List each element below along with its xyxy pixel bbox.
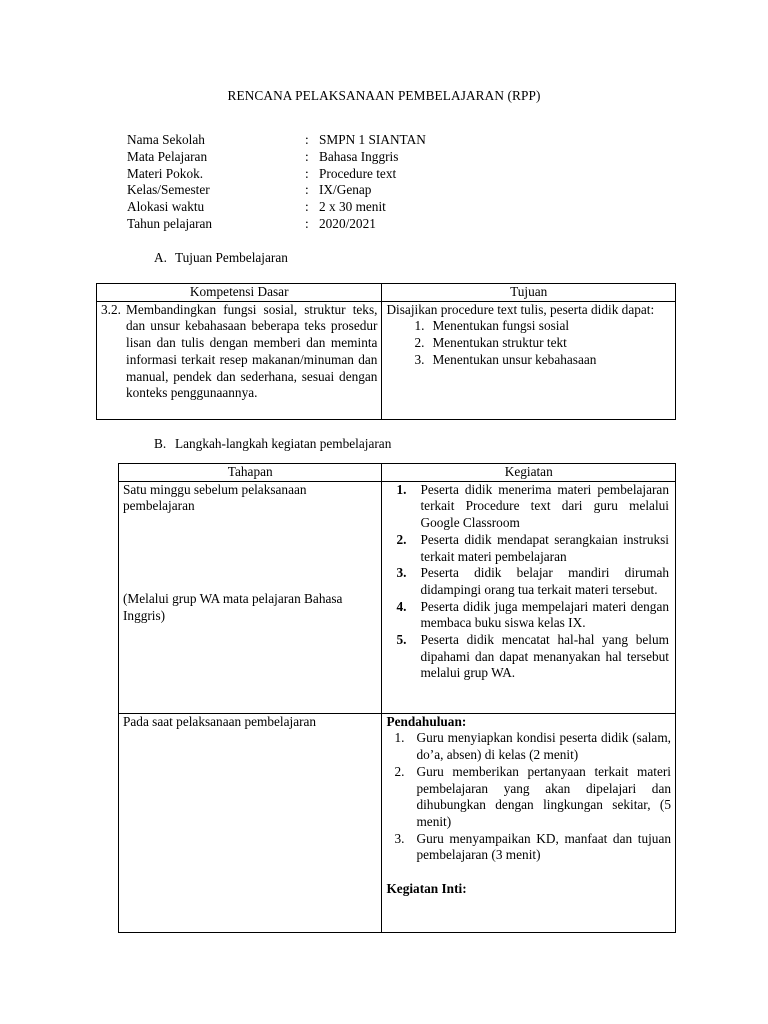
info-label: Tahun pelajaran [127, 215, 213, 231]
info-value: SMPN 1 SIANTAN [319, 132, 426, 147]
info-value: IX/Genap [319, 182, 372, 198]
info-colon: : [305, 215, 309, 231]
header-tujuan: Tujuan [382, 284, 676, 302]
info-value: Procedure text [319, 165, 397, 181]
kegiatan-cell [382, 481, 676, 713]
tujuan-list [386, 318, 671, 368]
tahapan-text: Satu minggu sebelum pelaksanaan pembelajaran [123, 481, 307, 514]
header-tahapan: Tahapan [119, 464, 382, 482]
kegiatan-cell [382, 713, 676, 932]
header-kompetensi-dasar: Kompetensi Dasar [97, 284, 382, 302]
item-number: 2. [396, 531, 407, 547]
item-text: Peserta didik juga mempelajari materi dengan membaca buku siswa kelas IX. [420, 598, 669, 631]
header-kegiatan: Kegiatan [382, 464, 676, 482]
tahapan-text: Pada saat pelaksanaan pembelajaran [123, 713, 317, 729]
info-row-time [127, 199, 426, 216]
info-row-class [127, 182, 426, 199]
item-number: 4. [396, 598, 407, 614]
item-number: 2. [394, 763, 405, 779]
tujuan-intro: Disajikan procedure text tulis, peserta didik dapat: [386, 301, 655, 317]
kegiatan-list [386, 482, 671, 682]
info-row-year [127, 216, 426, 233]
info-row-subject [127, 149, 426, 166]
item-number: 1. [396, 481, 407, 497]
section-a-heading [154, 250, 288, 267]
section-letter: B. [154, 436, 167, 451]
list-item [386, 482, 671, 532]
list-item [386, 764, 671, 831]
section-b-heading [154, 436, 391, 453]
item-text: Guru menyampaikan KD, manfaat dan tujuan pembelajaran (3 menit) [416, 830, 671, 863]
item-text: Menentukan struktur tekt [432, 335, 567, 351]
tahapan-cell [119, 481, 382, 713]
tahapan-note: (Melalui grup WA mata pelajaran Bahasa Inggris) [123, 591, 343, 623]
item-number: 5. [396, 632, 407, 648]
document-title: RENCANA PELAKSANAAN PEMBELAJARAN (RPP) [227, 88, 541, 103]
school-info [127, 132, 426, 233]
table-row [119, 481, 676, 713]
pendahuluan-list [386, 730, 671, 864]
section-letter: A. [154, 250, 167, 265]
info-label: Mata Pelajaran [127, 148, 208, 164]
activities-table [118, 463, 676, 933]
list-item [386, 318, 671, 335]
list-item [386, 831, 671, 864]
item-text: Guru memberikan pertanyaan terkait materi pembelajaran yang akan dipelajari dan dihubungkan dengan lingkungan sekitar, (5 menit) [416, 763, 671, 829]
item-number: 1. [394, 730, 405, 746]
tujuan-cell [382, 301, 676, 419]
kegiatan-inti-heading: Kegiatan Inti: [386, 880, 467, 896]
info-value: 2020/2021 [319, 215, 376, 231]
list-item [386, 335, 671, 352]
info-value: 2 x 30 menit [319, 199, 386, 215]
item-text: Menentukan unsur kebahasaan [432, 351, 597, 367]
table-header-row [97, 284, 676, 302]
list-item [386, 565, 671, 598]
item-text: Peserta didik menerima materi pembelajaran terkait Procedure text dari guru melalui Google Classroom [420, 481, 669, 531]
list-item [386, 632, 671, 682]
info-colon: : [305, 165, 309, 181]
info-row-topic [127, 166, 426, 183]
kd-number: 3.2. [101, 301, 121, 317]
tahapan-cell [119, 713, 382, 932]
table-row [119, 713, 676, 932]
info-colon: : [305, 182, 309, 198]
item-number: 2. [414, 335, 425, 351]
info-colon: : [305, 132, 309, 147]
list-item [386, 599, 671, 632]
list-item [386, 352, 671, 369]
kd-item [101, 302, 377, 402]
table-row [97, 301, 676, 419]
objectives-table [96, 283, 676, 420]
spacer [386, 864, 671, 881]
info-label: Alokasi waktu [127, 199, 205, 215]
item-number: 3. [414, 351, 425, 367]
kd-text: Membandingkan fungsi sosial, struktur teks, dan unsur kebahasaan beberapa teks prosedur lisan dan tulis dengan memberi dan meminta informasi terkait resep makanan/minuman dan manual, pendek dan sederhana, sesuai dengan konteks penggunaannya. [126, 301, 378, 401]
spacer [123, 515, 377, 591]
info-label: Materi Pokok. [127, 165, 204, 181]
info-colon: : [305, 199, 309, 215]
info-colon: : [305, 148, 309, 164]
info-label: Kelas/Semester [127, 182, 210, 198]
item-number: 3. [396, 565, 407, 581]
info-row-school [127, 132, 426, 149]
section-title: Tujuan Pembelajaran [175, 250, 288, 265]
list-item [386, 730, 671, 763]
section-title: Langkah-langkah kegiatan pembelajaran [175, 436, 392, 451]
info-value: Bahasa Inggris [319, 148, 399, 164]
item-number: 3. [394, 830, 405, 846]
pendahuluan-heading: Pendahuluan: [386, 713, 467, 729]
list-item [386, 532, 671, 565]
item-text: Peserta didik mencatat hal-hal yang belum dipahami dan dapat menanyakan hal tersebut melalui grup WA. [420, 632, 669, 681]
item-number: 1. [414, 318, 425, 334]
kd-cell [97, 301, 382, 419]
table-header-row [119, 464, 676, 482]
item-text: Peserta didik belajar mandiri dirumah didampingi orang tua terkait materi tersebut. [420, 565, 669, 597]
item-text: Menentukan fungsi sosial [432, 318, 570, 334]
item-text: Guru menyiapkan kondisi peserta didik (salam, do’a, absen) di kelas (2 menit) [416, 730, 671, 763]
item-text: Peserta didik mendapat serangkaian instruksi terkait materi pembelajaran [420, 531, 669, 564]
info-label: Nama Sekolah [127, 132, 205, 147]
